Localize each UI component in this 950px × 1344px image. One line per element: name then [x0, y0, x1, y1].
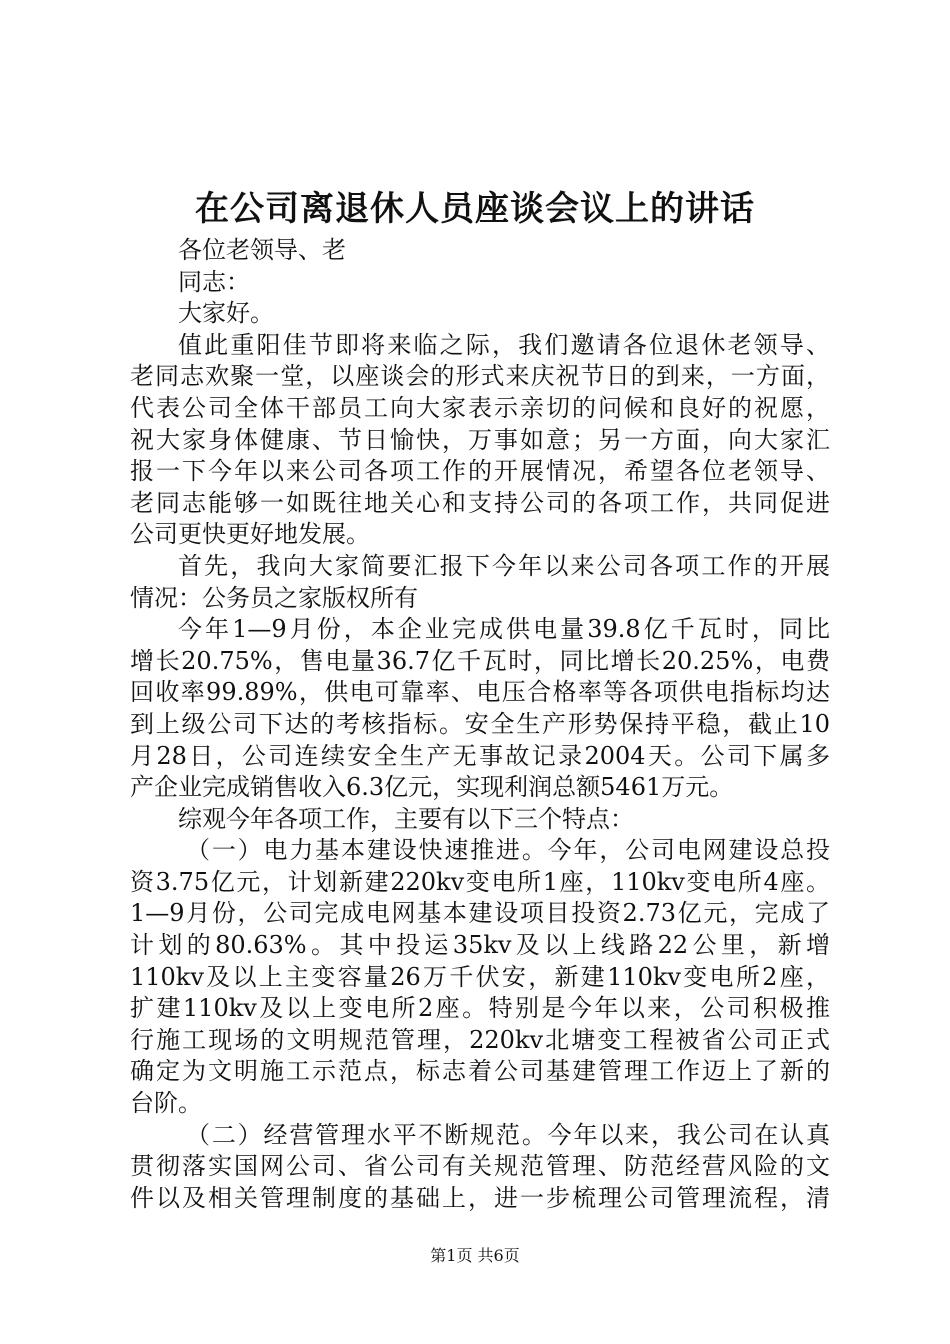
- text-line: 贯彻落实国网公司、省公司有关规范管理、防范经营风险的文: [130, 1152, 830, 1181]
- page-footer: 第1页 共6页: [430, 1246, 520, 1265]
- text-line: 台阶。: [130, 1089, 202, 1118]
- text-line: 老同志欢聚一堂，以座谈会的形式来庆祝节日的到来，一方面，: [130, 362, 830, 391]
- text-line: （一）电力基本建设快速推进。今年，公司电网建设总投: [186, 836, 830, 865]
- text-line: 首先，我向大家简要汇报下今年以来公司各项工作的开展: [178, 551, 830, 580]
- text-line: 月28日，公司连续安全生产无事故记录2004天。公司下属多: [130, 741, 830, 770]
- text-line: 1—9月份，公司完成电网基本建设项目投资2.73亿元，完成了: [130, 899, 830, 928]
- text-line: 今年1—9月份，本企业完成供电量39.8亿千瓦时，同比: [178, 615, 830, 644]
- text-line: 确定为文明施工示范点，标志着公司基建管理工作迈上了新的: [130, 1057, 830, 1086]
- text-line: 件以及相关管理制度的基础上，进一步梳理公司管理流程，清: [130, 1183, 830, 1212]
- text-line: （二）经营管理水平不断规范。今年以来，我公司在认真: [186, 1120, 830, 1149]
- text-line: 代表公司全体干部员工向大家表示亲切的问候和良好的祝愿，: [130, 393, 830, 422]
- text-line: 综观今年各项工作，主要有以下三个特点：: [178, 804, 634, 833]
- text-line: 祝大家身体健康、节日愉快，万事如意；另一方面，向大家汇: [130, 425, 830, 454]
- document-body: [130, 235, 830, 1214]
- text-line: 行施工现场的文明规范管理，220kv北塘变工程被省公司正式: [130, 1025, 830, 1054]
- text-line: 各位老领导、老: [178, 236, 346, 264]
- text-line: 报一下今年以来公司各项工作的开展情况，希望各位老领导、: [130, 457, 830, 486]
- text-line: 值此重阳佳节即将来临之际，我们邀请各位退休老领导、: [178, 330, 830, 359]
- text-line: 110kv及以上主变容量26万千伏安，新建110kv变电所2座，: [130, 962, 830, 991]
- text-line: 产企业完成销售收入6.3亿元，实现利润总额5461万元。: [130, 773, 734, 802]
- text-line: 情况：公务员之家版权所有: [130, 583, 418, 612]
- text-line: 公司更快更好地发展。: [130, 520, 370, 549]
- text-line: 扩建110kv及以上变电所2座。特别是今年以来，公司积极推: [130, 994, 830, 1023]
- text-line: 回收率99.89%，供电可靠率、电压合格率等各项供电指标均达: [130, 678, 830, 707]
- text-line: 同志：: [178, 267, 250, 296]
- text-line: 老同志能够一如既往地关心和支持公司的各项工作，共同促进: [130, 488, 830, 517]
- text-line: 大家好。: [178, 299, 274, 328]
- document-title: 在公司离退休人员座谈会议上的讲话: [195, 189, 755, 229]
- text-line: 到上级公司下达的考核指标。安全生产形势保持平稳，截止10: [130, 709, 830, 738]
- text-line: 增长20.75%，售电量36.7亿千瓦时，同比增长20.25%，电费: [130, 646, 830, 675]
- text-line: 资3.75亿元，计划新建220kv变电所1座，110kv变电所4座。: [130, 867, 830, 896]
- text-line: 计划的80.63%。其中投运35kv及以上线路22公里，新增: [130, 931, 830, 960]
